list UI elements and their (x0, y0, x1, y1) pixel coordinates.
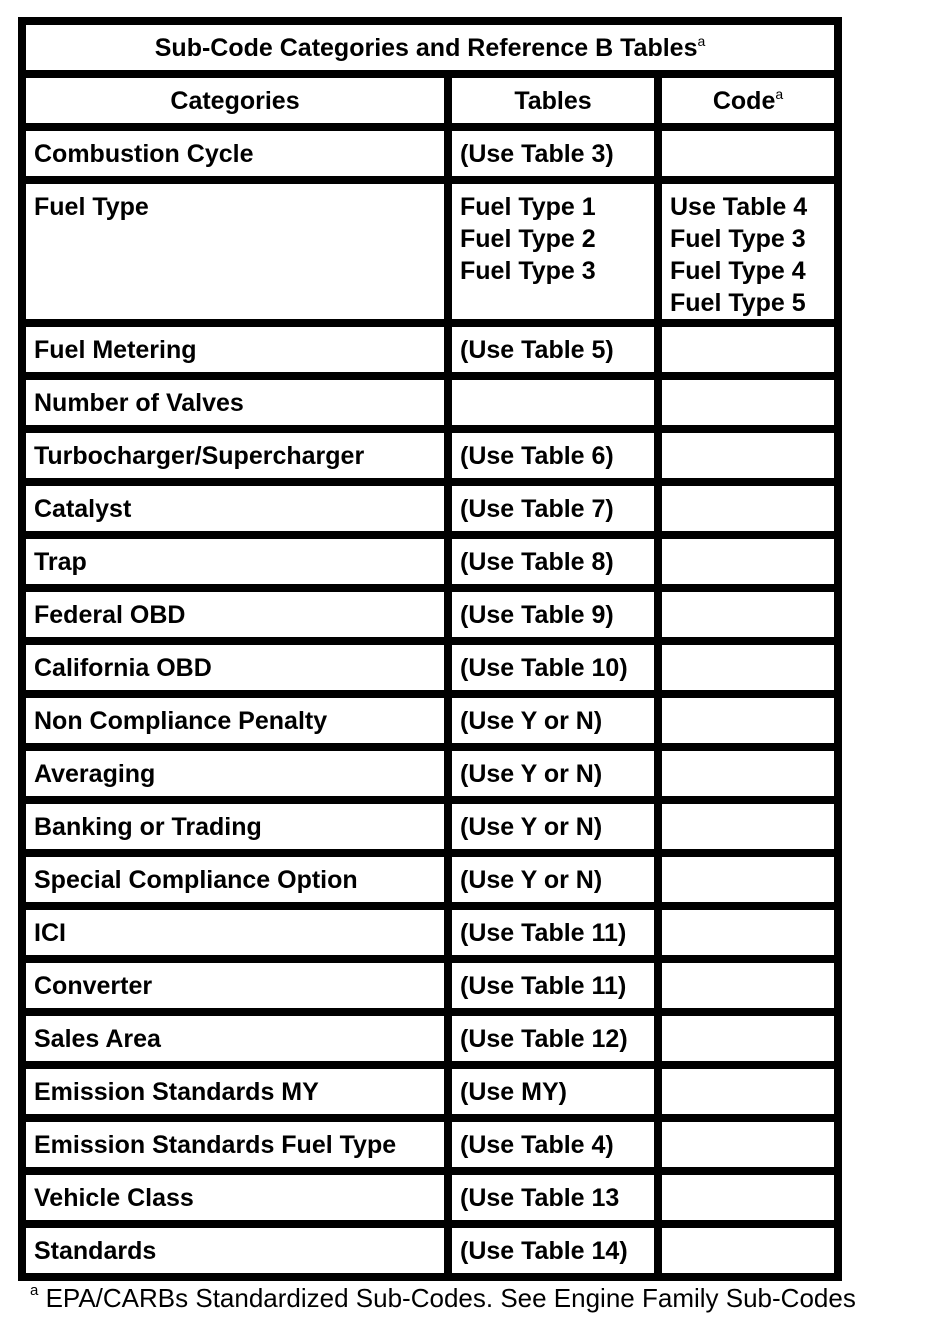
tables-line: Fuel Type 2 (460, 225, 596, 253)
table-row (26, 910, 834, 955)
table-title-row (26, 25, 834, 70)
table-row (26, 963, 834, 1008)
category-cell: Emission Standards MY (26, 1069, 444, 1114)
tables-cell: (Use Table 3) (452, 131, 654, 176)
category-cell: Standards (26, 1228, 444, 1273)
tables-cell: (Use Table 11) (452, 963, 654, 1008)
tables-cell: (Use MY) (452, 1069, 654, 1114)
category-cell: Vehicle Class (26, 1175, 444, 1220)
code-cell (662, 910, 834, 955)
code-cell (662, 327, 834, 372)
code-cell (662, 131, 834, 176)
category-cell: Combustion Cycle (26, 131, 444, 176)
table-row (26, 1122, 834, 1167)
tables-cell: (Use Table 9) (452, 592, 654, 637)
header-categories: Categories (26, 78, 444, 123)
tables-cell: (Use Table 8) (452, 539, 654, 584)
table-row (26, 645, 834, 690)
code-line: Fuel Type 4 (670, 257, 806, 285)
category-cell: Converter (26, 963, 444, 1008)
table-title (26, 25, 834, 70)
tables-cell: (Use Y or N) (452, 804, 654, 849)
category-cell: Number of Valves (26, 380, 444, 425)
tables-cell: (Use Y or N) (452, 857, 654, 902)
code-line: Use Table 4 (670, 193, 808, 221)
tables-cell: (Use Table 14) (452, 1228, 654, 1273)
tables-cell: (Use Table 5) (452, 327, 654, 372)
category-cell: Turbocharger/Supercharger (26, 433, 444, 478)
category-cell: Fuel Type (26, 184, 444, 319)
table-row (26, 131, 834, 176)
footnote-text: EPA/CARBs Standardized Sub-Codes. See Engine Family Sub-Codes (38, 1283, 856, 1313)
tables-cell: (Use Y or N) (452, 751, 654, 796)
tables-line: Fuel Type 3 (460, 257, 596, 285)
category-cell: Non Compliance Penalty (26, 698, 444, 743)
table-row (26, 539, 834, 584)
header-tables: Tables (452, 78, 654, 123)
code-cell (662, 857, 834, 902)
category-cell: Banking or Trading (26, 804, 444, 849)
category-cell: Emission Standards Fuel Type (26, 1122, 444, 1167)
code-line: Fuel Type 3 (670, 225, 806, 253)
code-cell (662, 380, 834, 425)
header-code-text: Code (712, 86, 776, 115)
table-row (26, 1016, 834, 1061)
code-line: Fuel Type 5 (670, 289, 806, 317)
tables-cell: (Use Table 10) (452, 645, 654, 690)
table-row (26, 327, 834, 372)
table-row (26, 804, 834, 849)
table-row (26, 486, 834, 531)
category-cell: California OBD (26, 645, 444, 690)
tables-cell: (Use Table 6) (452, 433, 654, 478)
code-cell (662, 963, 834, 1008)
code-cell (662, 804, 834, 849)
table-row (26, 380, 834, 425)
table-row (26, 751, 834, 796)
tables-cell: (Use Table 12) (452, 1016, 654, 1061)
table-row (26, 1228, 834, 1273)
tables-cell: (Use Table 7) (452, 486, 654, 531)
code-cell (662, 1228, 834, 1273)
category-cell: Federal OBD (26, 592, 444, 637)
table-header-row (26, 78, 834, 123)
category-cell: Averaging (26, 751, 444, 796)
footnote (30, 1282, 856, 1314)
table-row (26, 184, 834, 319)
title-footnote-marker: a (697, 32, 706, 49)
tables-cell: (Use Table 11) (452, 910, 654, 955)
tables-cell: (Use Table 13 (452, 1175, 654, 1220)
footnote-marker: a (30, 1282, 39, 1299)
code-cell (662, 645, 834, 690)
table-row (26, 592, 834, 637)
sub-code-table (18, 17, 842, 1281)
code-cell (662, 1122, 834, 1167)
table-row (26, 857, 834, 902)
code-cell (662, 1069, 834, 1114)
tables-cell (452, 380, 654, 425)
tables-cell: (Use Table 4) (452, 1122, 654, 1167)
code-cell (662, 184, 834, 319)
code-cell (662, 1016, 834, 1061)
category-cell: Catalyst (26, 486, 444, 531)
table-row (26, 1175, 834, 1220)
code-cell (662, 751, 834, 796)
category-cell: Trap (26, 539, 444, 584)
code-cell (662, 433, 834, 478)
category-cell: Sales Area (26, 1016, 444, 1061)
code-footnote-marker: a (775, 85, 784, 102)
tables-line: Fuel Type 1 (460, 193, 596, 221)
tables-cell (452, 184, 654, 319)
header-code (662, 78, 834, 123)
table-row (26, 1069, 834, 1114)
category-cell: ICI (26, 910, 444, 955)
code-cell (662, 539, 834, 584)
table-row (26, 698, 834, 743)
code-cell (662, 698, 834, 743)
code-cell (662, 486, 834, 531)
tables-cell: (Use Y or N) (452, 698, 654, 743)
code-cell (662, 1175, 834, 1220)
category-cell: Special Compliance Option (26, 857, 444, 902)
category-cell: Fuel Metering (26, 327, 444, 372)
code-cell (662, 592, 834, 637)
table-row (26, 433, 834, 478)
table-title-text: Sub-Code Categories and Reference B Tables (154, 33, 698, 62)
